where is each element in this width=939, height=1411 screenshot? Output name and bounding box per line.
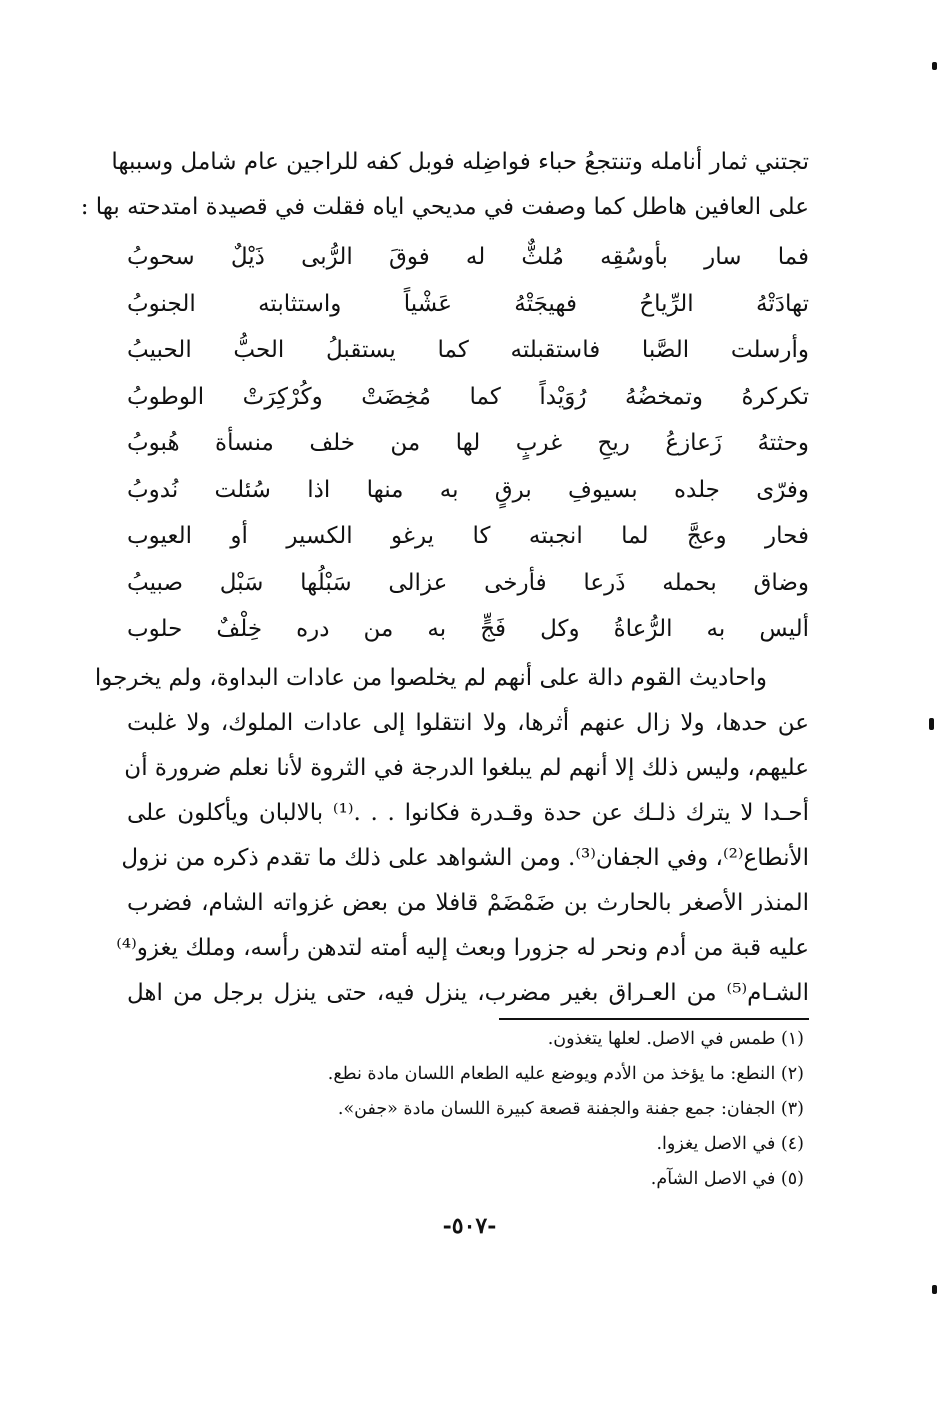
- footnote-divider: [499, 1018, 809, 1020]
- poem-verse: وضاق بحمله ذَرعا فأرخى عزالى سَبْلُها سَبْل صبيبُ: [127, 569, 809, 596]
- footnote: (٥) في الاصل الشآم.: [650, 1169, 804, 1189]
- prose-line: الشـام⁽⁵⁾ من العـراق بغير مضرب، ينزل فيه، حتى ينزل برجل من اهل: [127, 980, 809, 1006]
- intro-paragraph: [80, 140, 809, 230]
- prose-line: عليهم، وليس ذلك إلا أنهم لم يبلغوا الدرجة في الثروة لأنا نعلم ضرورة أن: [124, 755, 809, 781]
- footnotes: [124, 1022, 804, 1197]
- footnote: (١) طمس في الاصل. لعلها يتغذون.: [547, 1029, 804, 1049]
- scan-speck: [932, 62, 937, 70]
- intro-line: على العافين هاطل كما وصفت في مديحي اياه فقلت في قصيدة امتدحته بها :: [80, 194, 809, 220]
- footnote: (٢) النطع: ما يؤخذ من الأدم ويوضع عليه الطعام اللسان مادة نطع.: [327, 1064, 804, 1084]
- poem-verse: فما سار بأوسُقِه مُلثٌّ له فوقَ الرُّبى ذَيْلٌ سحوبُ: [127, 244, 809, 270]
- poem-verse: أليس به الرُّعاةُ وكل فَجٍّ به من دره خِلْفٌ حلوب: [127, 616, 809, 642]
- prose-line: أحـدا لا يترك ذلـك عن حدة وقـدرة فكانوا . . .⁽¹⁾ بالالبان ويأكلون على: [127, 800, 809, 826]
- prose-line: عليه قبة من أدم ونحر له جزورا وبعث إليه أمته لتدهن رأسه، وملك يغزو⁽⁴⁾: [116, 935, 809, 961]
- poem: [127, 234, 809, 653]
- poem-verse: وفرّى جلده بسيوفِ برقٍ به منها اذا سُئلت نُدوبُ: [127, 476, 809, 503]
- prose-line: الأنطاع⁽²⁾، وفي الجفان⁽³⁾. ومن الشواهد على ذلك ما تقدم ذكره من نزول: [121, 845, 809, 871]
- page-number: -٥٠٧-: [442, 1213, 497, 1239]
- footnote: (٣) الجفان: جمع جفنة والجفنة قصعة كبيرة اللسان مادة «جفن».: [337, 1099, 804, 1119]
- scan-speck: [932, 1285, 937, 1294]
- footnote: (٤) في الاصل يغزوا.: [656, 1134, 804, 1154]
- poem-verse: وأرسلت الصَّبا فاستقبلته كما يستقبلُ الحبُّ الحبيبُ: [127, 337, 809, 363]
- prose-line: واحاديث القوم دالة على أنهم لم يخلصوا من عادات البداوة، ولم يخرجوا: [94, 665, 767, 691]
- prose-line: المنذر الأصغر بالحارث بن ضَمْضَمْ قافلا من بعض غزواته الشام، فضرب: [127, 890, 809, 916]
- prose-line: عن حدها، ولا زال عنهم أثرها، ولا انتقلوا إلى عادات الملوك، ولا غلبت: [127, 710, 809, 736]
- poem-verse: تهادَتْهُ الرِّياحُ فهيجَتْهُ عَشْياً واستثابته الجنوبُ: [127, 290, 809, 317]
- poem-verse: وحثتهُ زَعازعُ ريحِ غربٍ لها من خلف منسأة هُبوبُ: [127, 430, 809, 456]
- intro-line: تجتني ثمار أنامله وتنتجعُ حباء فواضِله فوبل كفه للراجين عام شامل وسببها: [111, 149, 809, 175]
- prose-paragraph: [94, 656, 809, 1016]
- poem-verse: فحار وعجَّ لما انجبته كا يرغو الكسير أو العيوب: [127, 523, 809, 549]
- poem-verse: تكركرهُ وتمخضُهُ رُوَيْداً كما مُخِضَتْ وكُرْكِرَتْ الوطوبُ: [127, 383, 809, 410]
- scan-speck: [929, 718, 934, 730]
